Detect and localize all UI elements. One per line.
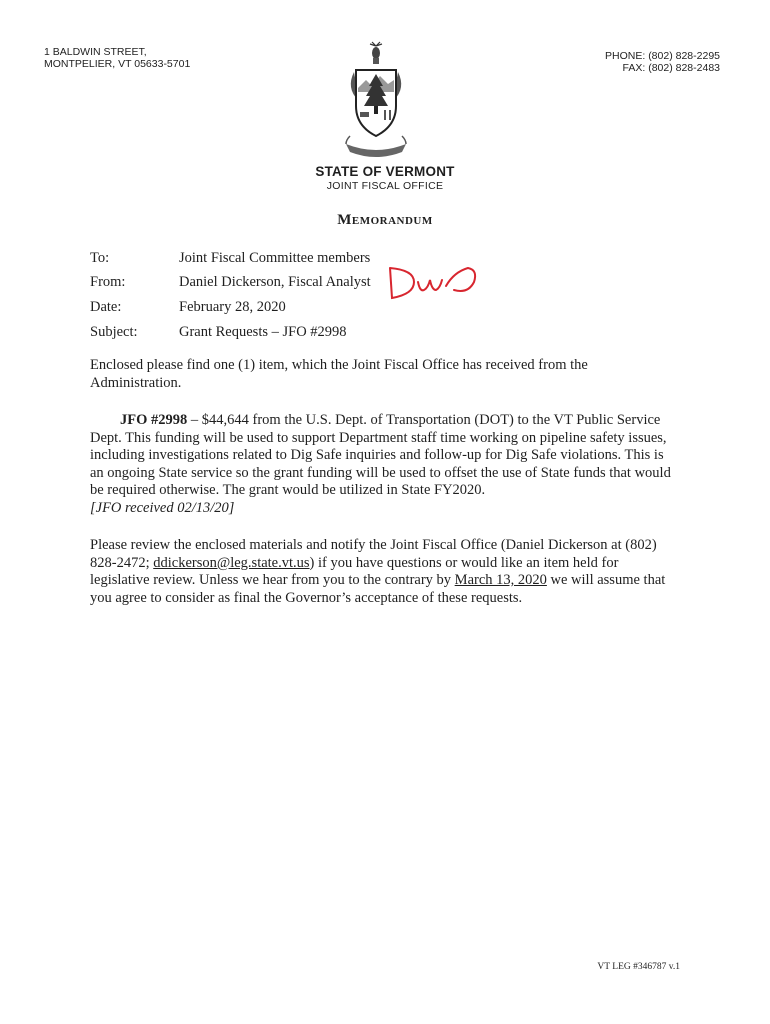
to-label: To:	[90, 250, 110, 266]
vermont-seal-icon	[336, 40, 416, 162]
review-text-1: Please review the enclosed materials and notify the Joint Fiscal Office (Daniel Dickerson at (802) 828-2472;	[90, 537, 657, 571]
contact-email-link[interactable]: ddickerson@leg.state.vt.us	[153, 554, 310, 571]
date-label: Date:	[90, 299, 122, 315]
fax-number: FAX: (802) 828-2483	[622, 62, 720, 74]
jfo-received-date: [JFO received 02/13/20]	[90, 499, 235, 516]
review-paragraph	[90, 537, 680, 607]
address-line-2: MONTPELIER, VT 05633-5701	[44, 58, 191, 70]
review-deadline: March 13, 2020	[454, 572, 547, 588]
letterhead-contact	[605, 50, 720, 74]
handwritten-signature-icon	[384, 260, 480, 304]
subject-value: Grant Requests – JFO #2998	[179, 324, 347, 340]
office-name: JOINT FISCAL OFFICE	[326, 180, 444, 192]
to-value: Joint Fiscal Committee members	[179, 250, 371, 266]
date-value: February 28, 2020	[179, 299, 286, 315]
grant-item-paragraph	[90, 412, 680, 517]
address-line-1: 1 BALDWIN STREET,	[44, 46, 147, 58]
phone-number: PHONE: (802) 828-2295	[605, 50, 720, 62]
review-text-3: we will assume that you agree to consider as final the Governor’s acceptance of these requests.	[90, 572, 666, 606]
memo-title: Memorandum	[337, 212, 433, 228]
from-label: From:	[90, 274, 126, 290]
from-value: Daniel Dickerson, Fiscal Analyst	[179, 274, 371, 290]
document-footer-id: VT LEG #346787 v.1	[597, 962, 680, 972]
letterhead-address	[44, 46, 190, 70]
subject-label: Subject:	[90, 324, 138, 340]
review-text-2: ) if you have questions or would like an item held for legislative review. Unless we hear from you to the contrary by	[90, 554, 619, 588]
jfo-item-description: – $44,644 from the U.S. Dept. of Transportation (DOT) to the VT Public Service Dept. This funding will be used to support Department staff time working on pipeline safety issues, including investigations related to Dig Safe inquiries and follow-up for Dig Safe violations. This is an ongoing State service so the grant funding will be used to offset the use of State funds that would be required otherwise. The grant would be utilized in State FY2020.	[90, 412, 671, 498]
intro-paragraph: Enclosed please find one (1) item, which the Joint Fiscal Office has received from the Administration.	[90, 357, 588, 391]
state-title: STATE OF VERMONT	[315, 164, 455, 179]
jfo-item-number: JFO #2998	[120, 412, 188, 428]
